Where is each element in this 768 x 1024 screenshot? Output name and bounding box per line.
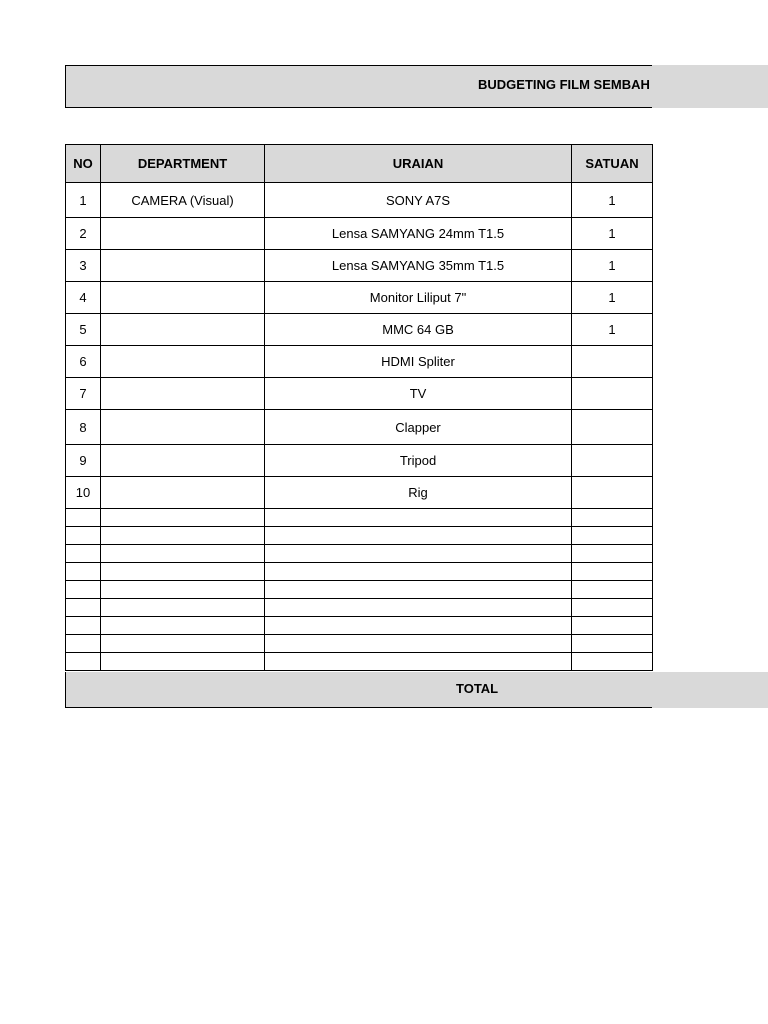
blank-cell xyxy=(572,653,653,671)
blank-cell xyxy=(101,545,265,563)
blank-row xyxy=(66,599,653,617)
blank-row xyxy=(66,635,653,653)
blank-cell xyxy=(66,617,101,635)
table-row xyxy=(66,183,653,218)
header-department: DEPARTMENT xyxy=(101,145,265,183)
blank-cell xyxy=(572,581,653,599)
blank-cell xyxy=(572,617,653,635)
blank-cell xyxy=(265,635,572,653)
cell-department: CAMERA (Visual) xyxy=(101,183,265,218)
blank-cell xyxy=(101,581,265,599)
blank-cell xyxy=(66,653,101,671)
blank-row xyxy=(66,509,653,527)
cell-satuan: 1 xyxy=(572,250,653,282)
cell-no: 4 xyxy=(66,282,101,314)
blank-cell xyxy=(66,581,101,599)
cell-department xyxy=(101,410,265,445)
cell-no: 10 xyxy=(66,477,101,509)
header-uraian: URAIAN xyxy=(265,145,572,183)
blank-cell xyxy=(101,635,265,653)
blank-cell xyxy=(265,653,572,671)
cell-department xyxy=(101,314,265,346)
cell-uraian: SONY A7S xyxy=(265,183,572,218)
budget-table xyxy=(65,144,653,671)
table-row xyxy=(66,250,653,282)
table-row xyxy=(66,346,653,378)
blank-cell xyxy=(66,545,101,563)
cell-no: 8 xyxy=(66,410,101,445)
blank-cell xyxy=(572,527,653,545)
cell-satuan: 1 xyxy=(572,282,653,314)
table-row xyxy=(66,314,653,346)
blank-row xyxy=(66,563,653,581)
cell-no: 9 xyxy=(66,445,101,477)
cell-satuan xyxy=(572,378,653,410)
blank-row xyxy=(66,617,653,635)
table-row xyxy=(66,282,653,314)
blank-cell xyxy=(101,617,265,635)
blank-cell xyxy=(265,599,572,617)
cell-satuan xyxy=(572,445,653,477)
cell-no: 5 xyxy=(66,314,101,346)
cell-department xyxy=(101,250,265,282)
cell-satuan xyxy=(572,346,653,378)
cell-department xyxy=(101,445,265,477)
cell-uraian: Clapper xyxy=(265,410,572,445)
cell-satuan: 1 xyxy=(572,183,653,218)
cell-no: 2 xyxy=(66,218,101,250)
table-row xyxy=(66,378,653,410)
blank-cell xyxy=(572,563,653,581)
cell-department xyxy=(101,218,265,250)
blank-cell xyxy=(66,563,101,581)
blank-cell xyxy=(572,545,653,563)
table-row xyxy=(66,410,653,445)
blank-cell xyxy=(265,545,572,563)
blank-cell xyxy=(101,527,265,545)
cell-department xyxy=(101,378,265,410)
blank-cell xyxy=(265,527,572,545)
blank-cell xyxy=(572,599,653,617)
blank-cell xyxy=(265,563,572,581)
blank-cell xyxy=(66,527,101,545)
total-border xyxy=(65,672,652,708)
blank-cell xyxy=(265,509,572,527)
cell-uraian: Lensa SAMYANG 35mm T1.5 xyxy=(265,250,572,282)
blank-row xyxy=(66,581,653,599)
table-header-row xyxy=(66,145,653,183)
cell-uraian: TV xyxy=(265,378,572,410)
cell-satuan xyxy=(572,410,653,445)
header-satuan: SATUAN xyxy=(572,145,653,183)
blank-cell xyxy=(101,509,265,527)
cell-satuan xyxy=(572,477,653,509)
blank-row xyxy=(66,545,653,563)
cell-no: 3 xyxy=(66,250,101,282)
blank-cell xyxy=(66,509,101,527)
cell-satuan: 1 xyxy=(572,218,653,250)
table-row xyxy=(66,218,653,250)
cell-no: 7 xyxy=(66,378,101,410)
blank-cell xyxy=(66,635,101,653)
cell-department xyxy=(101,282,265,314)
cell-uraian: Lensa SAMYANG 24mm T1.5 xyxy=(265,218,572,250)
blank-cell xyxy=(101,653,265,671)
blank-cell xyxy=(101,563,265,581)
cell-no: 1 xyxy=(66,183,101,218)
table-row xyxy=(66,477,653,509)
table-row xyxy=(66,445,653,477)
document-title: BUDGETING FILM SEMBAH xyxy=(478,77,650,92)
cell-department xyxy=(101,346,265,378)
blank-cell xyxy=(66,599,101,617)
header-no: NO xyxy=(66,145,101,183)
blank-cell xyxy=(265,617,572,635)
blank-cell xyxy=(101,599,265,617)
cell-department xyxy=(101,477,265,509)
cell-uraian: HDMI Spliter xyxy=(265,346,572,378)
blank-row xyxy=(66,527,653,545)
cell-uraian: MMC 64 GB xyxy=(265,314,572,346)
total-label: TOTAL xyxy=(456,681,499,696)
cell-uraian: Rig xyxy=(265,477,572,509)
blank-cell xyxy=(572,509,653,527)
blank-row xyxy=(66,653,653,671)
cell-uraian: Monitor Liliput 7" xyxy=(265,282,572,314)
cell-satuan: 1 xyxy=(572,314,653,346)
cell-uraian: Tripod xyxy=(265,445,572,477)
blank-cell xyxy=(572,635,653,653)
cell-no: 6 xyxy=(66,346,101,378)
blank-cell xyxy=(265,581,572,599)
